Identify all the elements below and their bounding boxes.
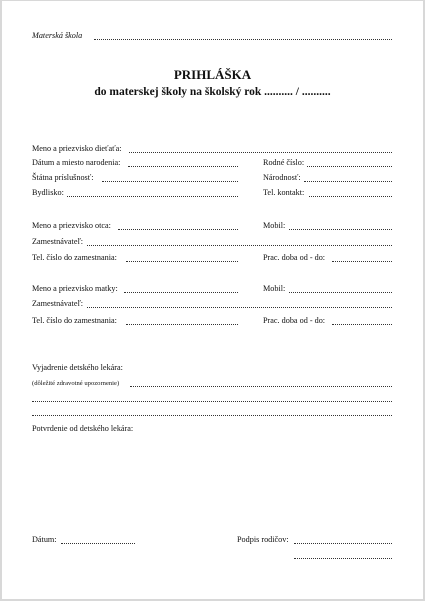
signature-field-1[interactable] [294, 542, 392, 544]
father-work-phone-field[interactable] [126, 260, 238, 262]
father-work-hours-field[interactable] [332, 260, 392, 262]
father-work-hours-label: Prac. doba od - do: [263, 253, 326, 262]
ethnicity-label: Národnosť: [263, 173, 301, 182]
child-name-field[interactable] [129, 151, 392, 153]
nationality-field[interactable] [102, 180, 238, 182]
mother-mobile-label: Mobil: [263, 284, 286, 293]
father-employer-field[interactable] [87, 244, 392, 246]
medical-opinion-label: Vyjadrenie detského lekára: [32, 363, 123, 372]
father-name-field[interactable] [118, 228, 238, 230]
medical-note-label: (dôležité zdravotné upozornenie) [32, 380, 120, 387]
medical-line-3[interactable] [32, 414, 392, 416]
medical-note-field[interactable] [130, 385, 392, 387]
birth-number-field[interactable] [307, 165, 392, 167]
mother-name-field[interactable] [124, 291, 238, 293]
child-birth-label: Dátum a miesto narodenia: [32, 158, 121, 167]
form-subtitle: do materskej školy na školský rok .......... / .......... [94, 86, 331, 98]
mother-employer-label: Zamestnávateľ: [32, 299, 84, 308]
date-field[interactable] [61, 542, 135, 544]
contact-field[interactable] [309, 195, 392, 197]
mother-work-phone-label: Tel. číslo do zamestnania: [32, 316, 117, 325]
mother-work-phone-field[interactable] [126, 323, 238, 325]
residence-field[interactable] [67, 195, 238, 197]
medical-line-2[interactable] [32, 400, 392, 402]
father-name-label: Meno a priezvisko otca: [32, 221, 111, 230]
residence-label: Bydlisko: [32, 188, 64, 197]
nationality-label: Štátna príslušnosť: [32, 173, 94, 182]
mother-name-label: Meno a priezvisko matky: [32, 284, 118, 293]
application-form-page [2, 1, 423, 599]
child-name-label: Meno a priezvisko dieťaťa: [32, 144, 122, 153]
mother-employer-field[interactable] [87, 306, 392, 308]
medical-confirmation-label: Potvrdenie od detského lekára: [32, 424, 134, 433]
school-field[interactable] [94, 38, 392, 40]
form-title: PRIHLÁŠKA [173, 67, 252, 82]
father-employer-label: Zamestnávateľ: [32, 237, 84, 246]
date-label: Dátum: [32, 535, 57, 544]
mother-work-hours-field[interactable] [332, 323, 392, 325]
father-mobile-label: Mobil: [263, 221, 286, 230]
contact-label: Tel. kontakt: [263, 188, 305, 197]
child-birth-field[interactable] [128, 165, 238, 167]
mother-mobile-field[interactable] [289, 291, 392, 293]
signature-field-2[interactable] [294, 557, 392, 559]
father-work-phone-label: Tel. číslo do zamestnania: [32, 253, 117, 262]
father-mobile-field[interactable] [289, 228, 392, 230]
birth-number-label: Rodné číslo: [263, 158, 305, 167]
mother-work-hours-label: Prac. doba od - do: [263, 316, 326, 325]
signature-label: Podpis rodičov: [237, 535, 289, 544]
ethnicity-field[interactable] [304, 180, 392, 182]
school-label: Materská škola [32, 31, 83, 40]
